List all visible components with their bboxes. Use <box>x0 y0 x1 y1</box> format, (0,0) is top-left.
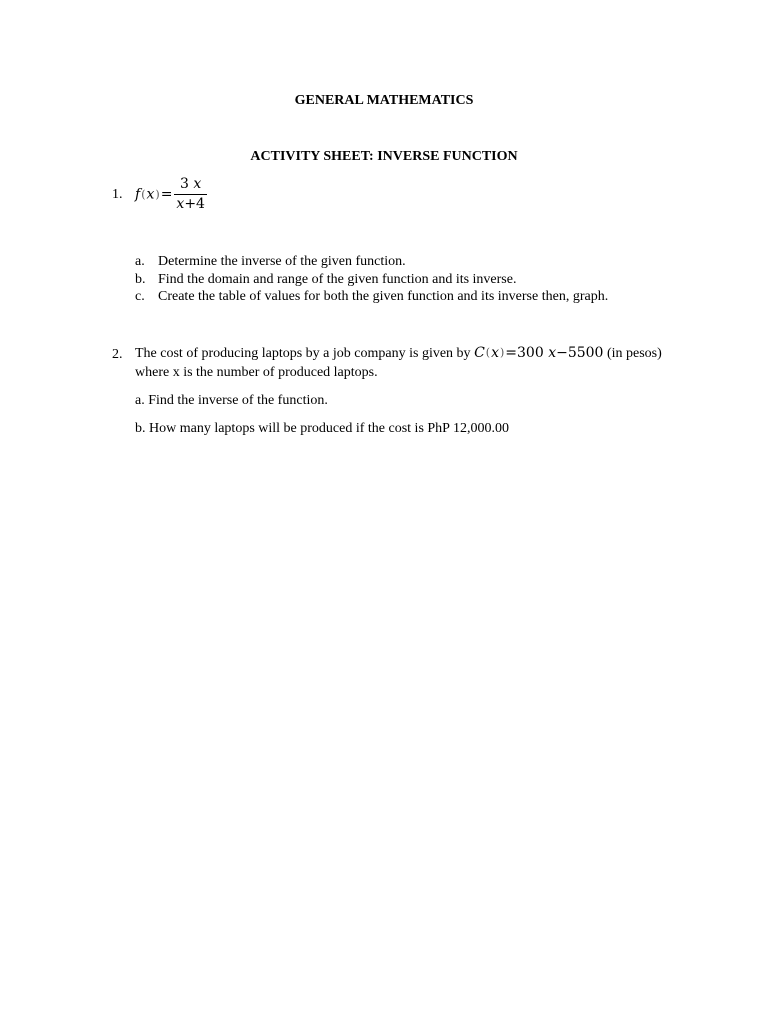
problem-2-item-b: b. How many laptops will be produced if the cost is PhP 12,000.00 <box>135 421 509 436</box>
problem-1-number: 1. <box>112 187 123 202</box>
problem-1-item-b-text: Find the domain and range of the given function and its inverse. <box>158 272 517 287</box>
problem-1-item-a-text: Determine the inverse of the given function. <box>158 254 406 269</box>
problem-2-number: 2. <box>112 347 123 362</box>
problem-1-item-c-marker: c. <box>135 289 145 304</box>
problem-1-item-b-marker: b. <box>135 272 146 287</box>
fraction-denominator: x+4 <box>176 196 205 212</box>
problem-1-item-c-text: Create the table of values for both the given function and its inverse then, graph. <box>158 289 609 304</box>
problem-2-statement: The cost of producing laptops by a job company is given by C(x)=300 x−5500 (in pesos) <box>135 345 662 361</box>
document-subtitle: ACTIVITY SHEET: INVERSE FUNCTION <box>250 149 518 164</box>
problem-2-item-a: a. Find the inverse of the function. <box>135 393 328 408</box>
problem-1-item-a-marker: a. <box>135 254 145 269</box>
problem-2-line-2: where x is the number of produced laptops. <box>135 365 378 380</box>
fraction <box>174 176 207 213</box>
function-name: f <box>135 186 141 203</box>
document-title: GENERAL MATHEMATICS <box>294 93 474 108</box>
function-variable: x <box>146 186 155 203</box>
problem-1-equation: f(x)= $\frac{3 x}{x+4}$ <box>135 176 205 212</box>
cost-function: C(x)=300 x−5500 <box>474 345 604 361</box>
fraction-numerator: 3 x <box>174 176 207 195</box>
equals-sign: = <box>160 186 173 203</box>
